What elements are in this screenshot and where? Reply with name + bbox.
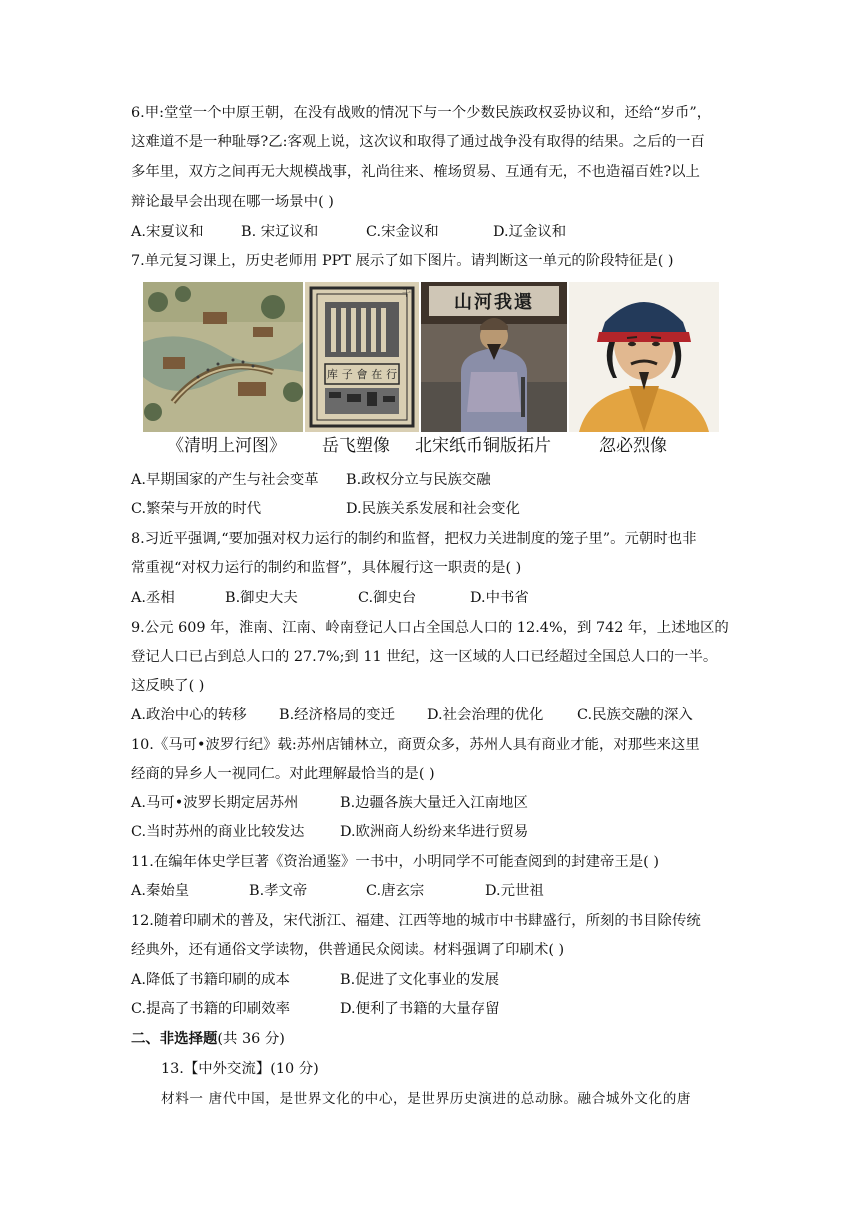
- q13-title: 13.【中外交流】(10 分): [161, 1061, 319, 1077]
- q6-line-1: 6.甲:堂堂一个中原王朝，在没有战败的情况下与一个少数民族政权妥协议和，还给“岁币”，: [131, 105, 712, 121]
- caption-kublai: 忽必烈像: [599, 436, 667, 456]
- q9-option-c: C.民族交融的深入: [577, 707, 693, 723]
- q10-option-b: B.边疆各族大量迁入江南地区: [340, 795, 528, 811]
- q11-option-c: C.唐玄宗: [366, 883, 425, 899]
- q9-option-a: A.政治中心的转移: [131, 707, 247, 723]
- banknote-char-2: 子: [341, 368, 353, 381]
- q7-option-b: B.政权分立与民族交融: [346, 472, 491, 488]
- caption-qingming: 《清明上河图》: [167, 436, 286, 456]
- q6-line-3: 多年里，双方之间再无大规模战事，礼尚往来、榷场贸易、互通有无，不也造福百姓?以上: [131, 164, 700, 180]
- q6-option-b: B. 宋辽议和: [241, 224, 319, 240]
- q8-option-c: C.御史台: [358, 590, 417, 606]
- qingming-scroll-image: [143, 282, 303, 432]
- q8-option-d: D.中书省: [470, 590, 529, 606]
- plaque-inscription: 山河我還: [454, 292, 534, 313]
- section-2-title: 二、非选择题: [131, 1030, 218, 1047]
- q9-line-2: 登记人口已占到总人口的 27.7%;到 11 世纪，这一区域的人口已经超过全国总人口的一半。: [131, 649, 718, 665]
- q8-option-a: A.丞相: [131, 590, 175, 606]
- caption-banknote: 北宋纸币铜版拓片: [415, 436, 551, 456]
- banknote-char-3: 會: [356, 368, 368, 381]
- q7-picture-strip: [143, 282, 719, 462]
- q9-line-3: 这反映了( ): [131, 678, 205, 694]
- q10-option-a: A.马可•波罗长期定居苏州: [131, 795, 299, 811]
- q12-option-d: D.便利了书籍的大量存留: [340, 1001, 500, 1017]
- q10-option-d: D.欧洲商人纷纷来华进行贸易: [340, 824, 529, 840]
- q6-option-c: C.宋金议和: [366, 224, 439, 240]
- q12-line-1: 12.随着印刷术的普及，宋代浙江、福建、江西等地的城市中书肆盛行，所刻的书目除传统: [131, 913, 701, 929]
- section-2-score: (共 36 分): [217, 1031, 285, 1047]
- q8-line-1: 8.习近平强调,“要加强对权力运行的制约和监督，把权力关进制度的笼子里”。元朝时也非: [131, 531, 697, 547]
- banknote-rubbing-image: [305, 282, 419, 432]
- q7-option-c: C.繁荣与开放的时代: [131, 501, 262, 517]
- q12-option-c: C.提高了书籍的印刷效率: [131, 1001, 290, 1017]
- q10-line-2: 经商的异乡人一视同仁。对此理解最恰当的是( ): [131, 766, 435, 782]
- q9-line-1: 9.公元 609 年，淮南、江南、岭南登记人口占全国总人口的 12.4%，到 742 年，上述地区的: [131, 620, 729, 636]
- q9-option-d: D.社会治理的优化: [427, 707, 544, 723]
- q9-option-b: B.经济格局的变迁: [279, 707, 395, 723]
- banknote-char-4: 在: [371, 368, 383, 381]
- q11-stem: 11.在编年体史学巨著《资治通鉴》一书中，小明同学不可能查阅到的封建帝王是( ): [131, 854, 659, 870]
- q11-option-d: D.元世祖: [485, 883, 544, 899]
- banknote-corner-char: 千: [401, 289, 411, 299]
- q12-line-2: 经典外，还有通俗文学读物，供普通民众阅读。材料强调了印刷术( ): [131, 942, 565, 958]
- q6-line-4: 辩论最早会出现在哪一场景中( ): [131, 194, 334, 210]
- q12-option-b: B.促进了文化事业的发展: [340, 972, 500, 988]
- q6-option-d: D.辽金议和: [493, 224, 567, 240]
- q11-option-b: B.孝文帝: [249, 883, 308, 899]
- q8-line-2: 常重视“对权力运行的制约和监督”，具体履行这一职责的是( ): [131, 560, 522, 576]
- q13-material-1: 材料一 唐代中国，是世界文化的中心，是世界历史演进的总动脉。融合城外文化的唐: [161, 1091, 692, 1107]
- q7-stem: 7.单元复习课上，历史老师用 PPT 展示了如下图片。请判断这一单元的阶段特征是( ): [131, 253, 674, 269]
- q7-option-a: A.早期国家的产生与社会变革: [131, 472, 319, 488]
- q6-option-a: A.宋夏议和: [131, 224, 204, 240]
- q7-option-d: D.民族关系发展和社会变化: [346, 501, 520, 517]
- q11-option-a: A.秦始皇: [131, 883, 190, 899]
- q10-line-1: 10.《马可•波罗行纪》载:苏州店铺林立，商贾众多，苏州人具有商业才能，对那些来这里: [131, 737, 700, 753]
- q6-line-2: 这难道不是一种耻辱?乙:客观上说，这次议和取得了通过战争没有取得的结果。之后的一百: [131, 134, 705, 150]
- kublai-khan-portrait-image: [569, 282, 719, 432]
- section-2-heading: [131, 1030, 285, 1048]
- yue-fei-statue-image: [421, 282, 567, 432]
- q12-option-a: A.降低了书籍印刷的成本: [131, 972, 290, 988]
- banknote-char-5: 行: [386, 368, 398, 381]
- banknote-char-1: 库: [326, 368, 338, 381]
- q10-option-c: C.当时苏州的商业比较发达: [131, 824, 305, 840]
- caption-yue-fei: 岳飞塑像: [322, 436, 390, 456]
- q8-option-b: B.御史大夫: [225, 590, 298, 606]
